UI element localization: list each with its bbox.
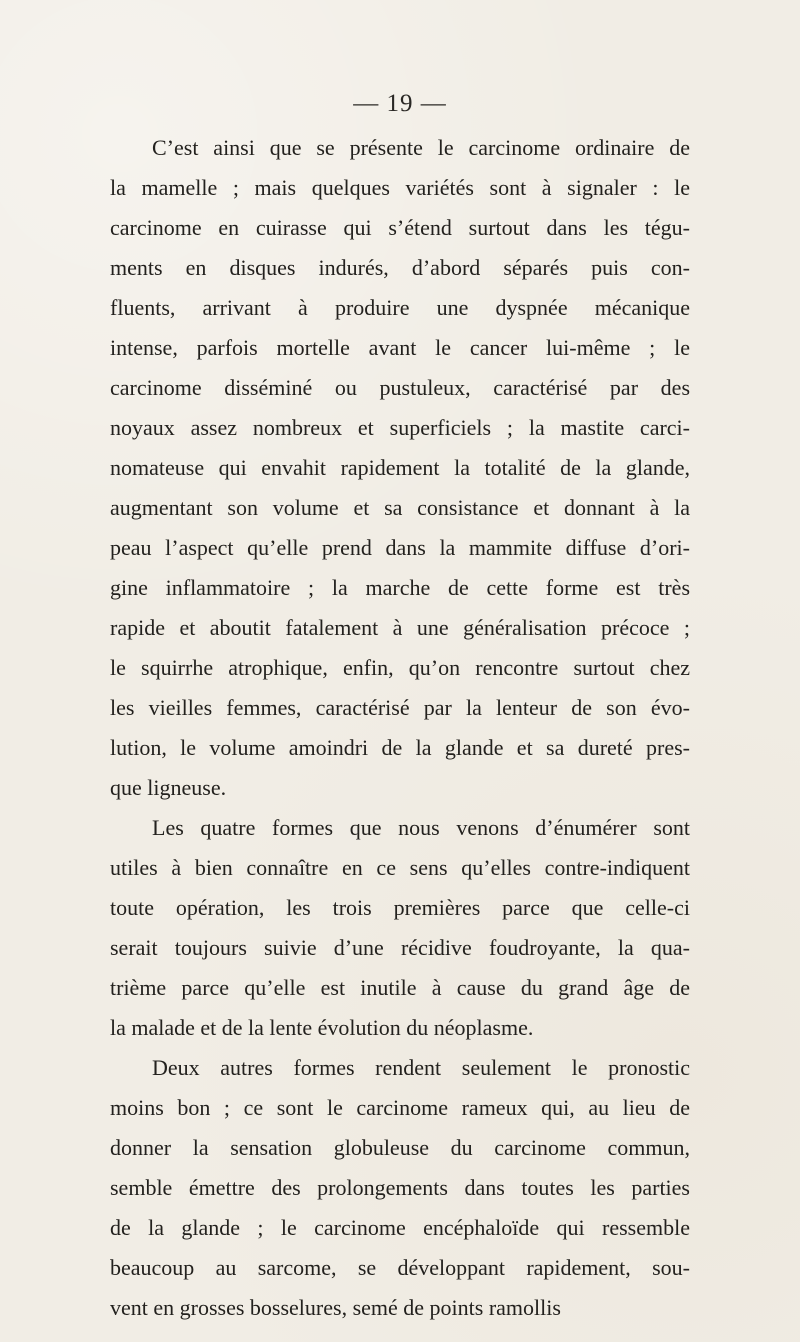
- text-line: que ligneuse.: [110, 775, 227, 800]
- text-line: carcinome en cuirasse qui s’étend surtout dans les tégu-: [110, 215, 690, 240]
- text-line: nomateuse qui envahit rapidement la totalité de la glande,: [110, 455, 690, 480]
- text-line: trième parce qu’elle est inutile à cause du grand âge de: [110, 975, 690, 1000]
- text-line: serait toujours suivie d’une récidive foudroyante, la qua-: [110, 935, 690, 960]
- text-line: la mamelle ; mais quelques variétés sont à signaler : le: [110, 175, 690, 200]
- text-line: peau l’aspect qu’elle prend dans la mammite diffuse d’ori-: [110, 535, 690, 560]
- text-line: donner la sensation globuleuse du carcinome commun,: [110, 1135, 690, 1160]
- text-line: noyaux assez nombreux et superficiels ; la mastite carci-: [110, 415, 690, 440]
- text-line: les vieilles femmes, caractérisé par la lenteur de son évo-: [110, 695, 690, 720]
- text-line: ments en disques indurés, d’abord séparés puis con-: [110, 255, 690, 280]
- text-line: intense, parfois mortelle avant le cancer lui-même ; le: [110, 335, 690, 360]
- text-line: fluents, arrivant à produire une dyspnée mécanique: [110, 295, 690, 320]
- body-text: [110, 128, 690, 1328]
- text-line: Les quatre formes que nous venons d’énumérer sont: [152, 815, 690, 840]
- text-line: carcinome disséminé ou pustuleux, caractérisé par des: [110, 375, 690, 400]
- text-line: de la glande ; le carcinome encéphaloïde qui ressemble: [110, 1215, 690, 1240]
- text-line: augmentant son volume et sa consistance et donnant à la: [110, 495, 690, 520]
- text-line: beaucoup au sarcome, se développant rapidement, sou-: [110, 1255, 690, 1280]
- text-line: semble émettre des prolongements dans toutes les parties: [110, 1175, 690, 1200]
- text-line: utiles à bien connaître en ce sens qu’elles contre-indiquent: [110, 855, 690, 880]
- text-line: moins bon ; ce sont le carcinome rameux qui, au lieu de: [110, 1095, 690, 1120]
- text-line: Deux autres formes rendent seulement le pronostic: [152, 1055, 690, 1080]
- text-line: lution, le volume amoindri de la glande et sa dureté pres-: [110, 735, 690, 760]
- text-line: la malade et de la lente évolution du néoplasme.: [110, 1015, 534, 1040]
- text-line: rapide et aboutit fatalement à une généralisation précoce ;: [110, 615, 690, 640]
- text-line: vent en grosses bosselures, semé de points ramollis: [110, 1295, 561, 1320]
- text-line: C’est ainsi que se présente le carcinome ordinaire de: [152, 135, 690, 160]
- page-number: — 19 —: [353, 90, 447, 117]
- text-line: gine inflammatoire ; la marche de cette forme est très: [110, 575, 690, 600]
- text-line: le squirrhe atrophique, enfin, qu’on rencontre surtout chez: [110, 655, 690, 680]
- text-line: toute opération, les trois premières parce que celle-ci: [110, 895, 690, 920]
